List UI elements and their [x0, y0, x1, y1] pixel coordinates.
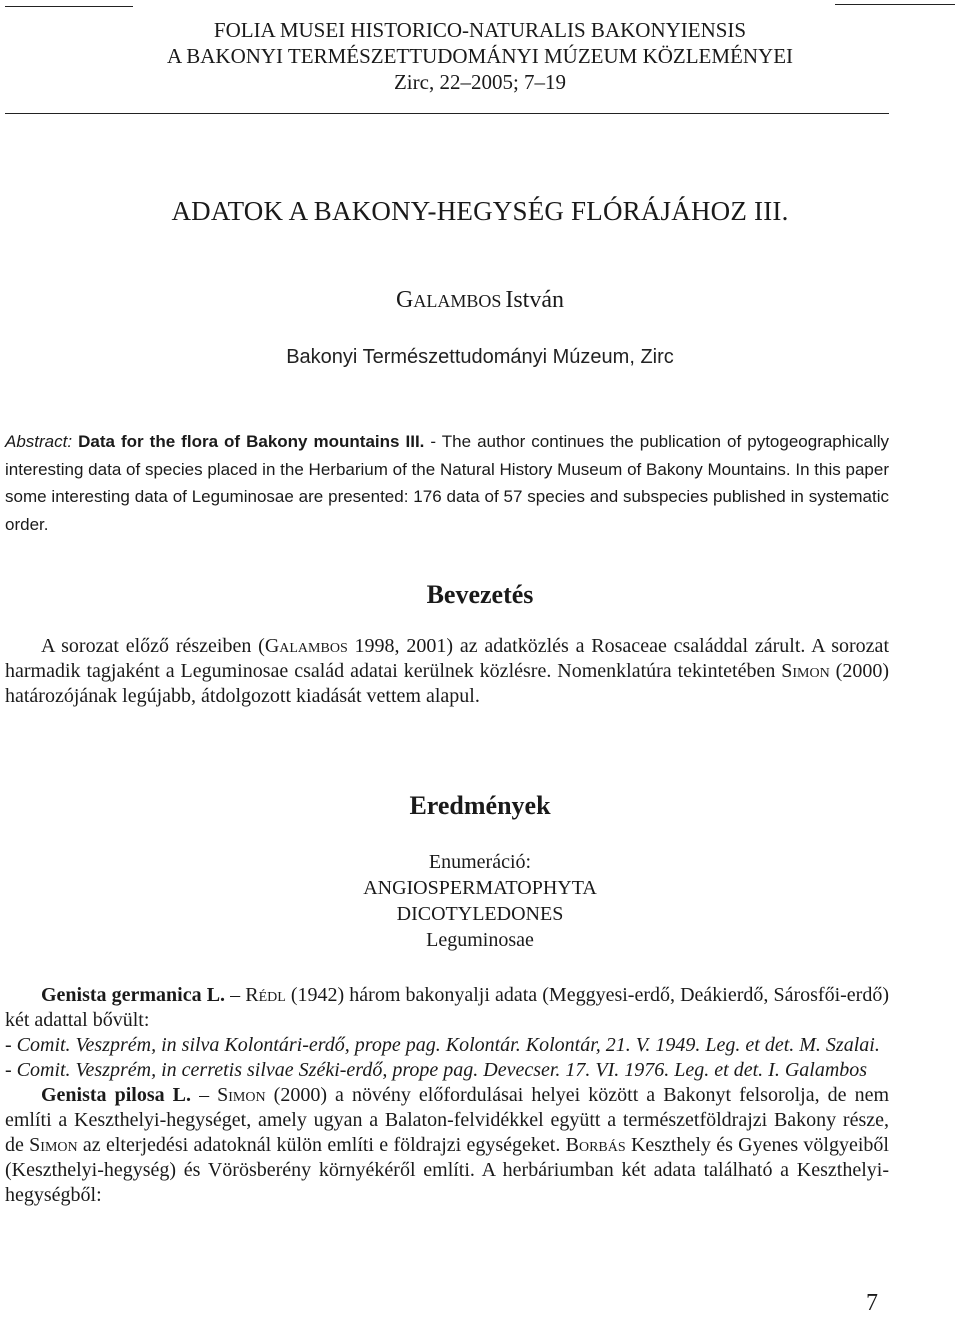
intro-text-a: A sorozat előző részeiben (	[41, 635, 265, 657]
entry-text-b: az elterjedési adatoknál külön említi e földrajzi egységeket.	[77, 1134, 566, 1156]
journal-name-latin: FOLIA MUSEI HISTORICO-NATURALIS BAKONYIENSIS	[213, 18, 747, 42]
journal-name-hungarian: A BAKONYI TERMÉSZETTUDOMÁNYI MÚZEUM KÖZLEMÉNYEI	[166, 44, 794, 68]
taxon-family: Leguminosae	[426, 929, 534, 951]
cited-author: Simon	[217, 1084, 266, 1106]
intro-paragraph	[5, 634, 889, 709]
cited-author: Borbás	[565, 1134, 626, 1156]
entry-text: (1942) három bakonyalji adata (Meggyesi-erdő, Deákierdő, Sárosfői-erdő) két adattal bővült:	[5, 984, 889, 1031]
abstract-text: - The author continues the publication of pytogeographically interesting data of species placed in the Herbarium of the Natural History Museum of Bakony Mountains. In this paper some interesting data of Leguminosae are presented: 176 data of 57 species and subspecies published in systematic order.	[5, 432, 890, 534]
species-entries	[5, 983, 889, 1208]
paper-title: ADATOK A BAKONY-HEGYSÉG FLÓRÁJÁHOZ III.	[171, 196, 789, 226]
abstract-label: Abstract:	[5, 432, 73, 451]
specimen-record: - Comit. Veszprém, in silva Kolontári-erdő, prope pag. Kolontár. Kolontár, 21. V. 1949. Leg. et det. M. Szalai.	[5, 1034, 880, 1056]
dash: –	[225, 984, 246, 1006]
entry-text-a: (2000) a növény előfordulásai helyei között a Bakonyt felsorolja, de nem említi a Keszthelyi-hegységet, amely ugyan a Balaton-felvidékkel együtt a természetföldrajzi Bakony része, de	[5, 1084, 890, 1156]
abstract	[5, 428, 889, 538]
intro-cited-author: Galambos	[264, 635, 348, 657]
intro-text-c: (2000) határozójának legújabb, átdolgozott kiadását vettem alapul.	[5, 660, 889, 707]
species-entry-genista-pilosa	[5, 1083, 889, 1208]
author-surname-initial: G	[395, 287, 414, 313]
taxon-group-dicotyledones: DICOTYLEDONES	[396, 903, 564, 925]
species-name: Genista germanica L.	[41, 984, 226, 1006]
journal-issue-info: Zirc, 22–2005; 7–19	[393, 70, 567, 94]
page-number: 7	[866, 1290, 878, 1316]
entry-text-c: Keszthely és Gyenes völgyeiből (Keszthelyi-hegység) és Vörösberény környékéről említi. A herbáriumban két adata található a Keszthelyi-hegységből:	[5, 1134, 889, 1206]
cited-author: Simon	[29, 1134, 78, 1156]
dash: –	[191, 1084, 218, 1106]
enumeration-label: Enumeráció:	[428, 851, 532, 873]
header-rule-top-left	[5, 6, 133, 7]
author-affiliation: Bakonyi Természettudományi Múzeum, Zirc	[286, 346, 674, 368]
section-heading-intro: Bevezetés	[426, 580, 534, 609]
cited-author: Rédl	[245, 984, 286, 1006]
author-surname-rest: ALAMBOS	[413, 291, 502, 311]
author-name	[0, 287, 960, 314]
section-heading-results: Eredmények	[409, 791, 551, 820]
intro-text-b: 1998, 2001) az adatközlés a Rosaceae családdal zárult. A sorozat harmadik tagjaként a Leguminosae család adatai kerülnek közlésre. Nomenklatúra tekintetében	[5, 635, 889, 682]
species-name: Genista pilosa L.	[41, 1084, 192, 1106]
taxon-group-angiosperms: ANGIOSPERMATOPHYTA	[363, 877, 597, 899]
intro-cited-author-2: Simon	[781, 660, 830, 682]
specimen-record: - Comit. Veszprém, in cerretis silvae Széki-erdő, prope pag. Devecser. 17. VI. 1976. Leg. et det. I. Galambos	[5, 1059, 868, 1081]
author-given-name: István	[505, 287, 564, 313]
abstract-title: Data for the flora of Bakony mountains III.	[78, 432, 425, 451]
header-rule-top-right	[835, 4, 955, 5]
header-rule-bottom	[5, 113, 889, 114]
species-entry-genista-germanica	[5, 983, 889, 1033]
